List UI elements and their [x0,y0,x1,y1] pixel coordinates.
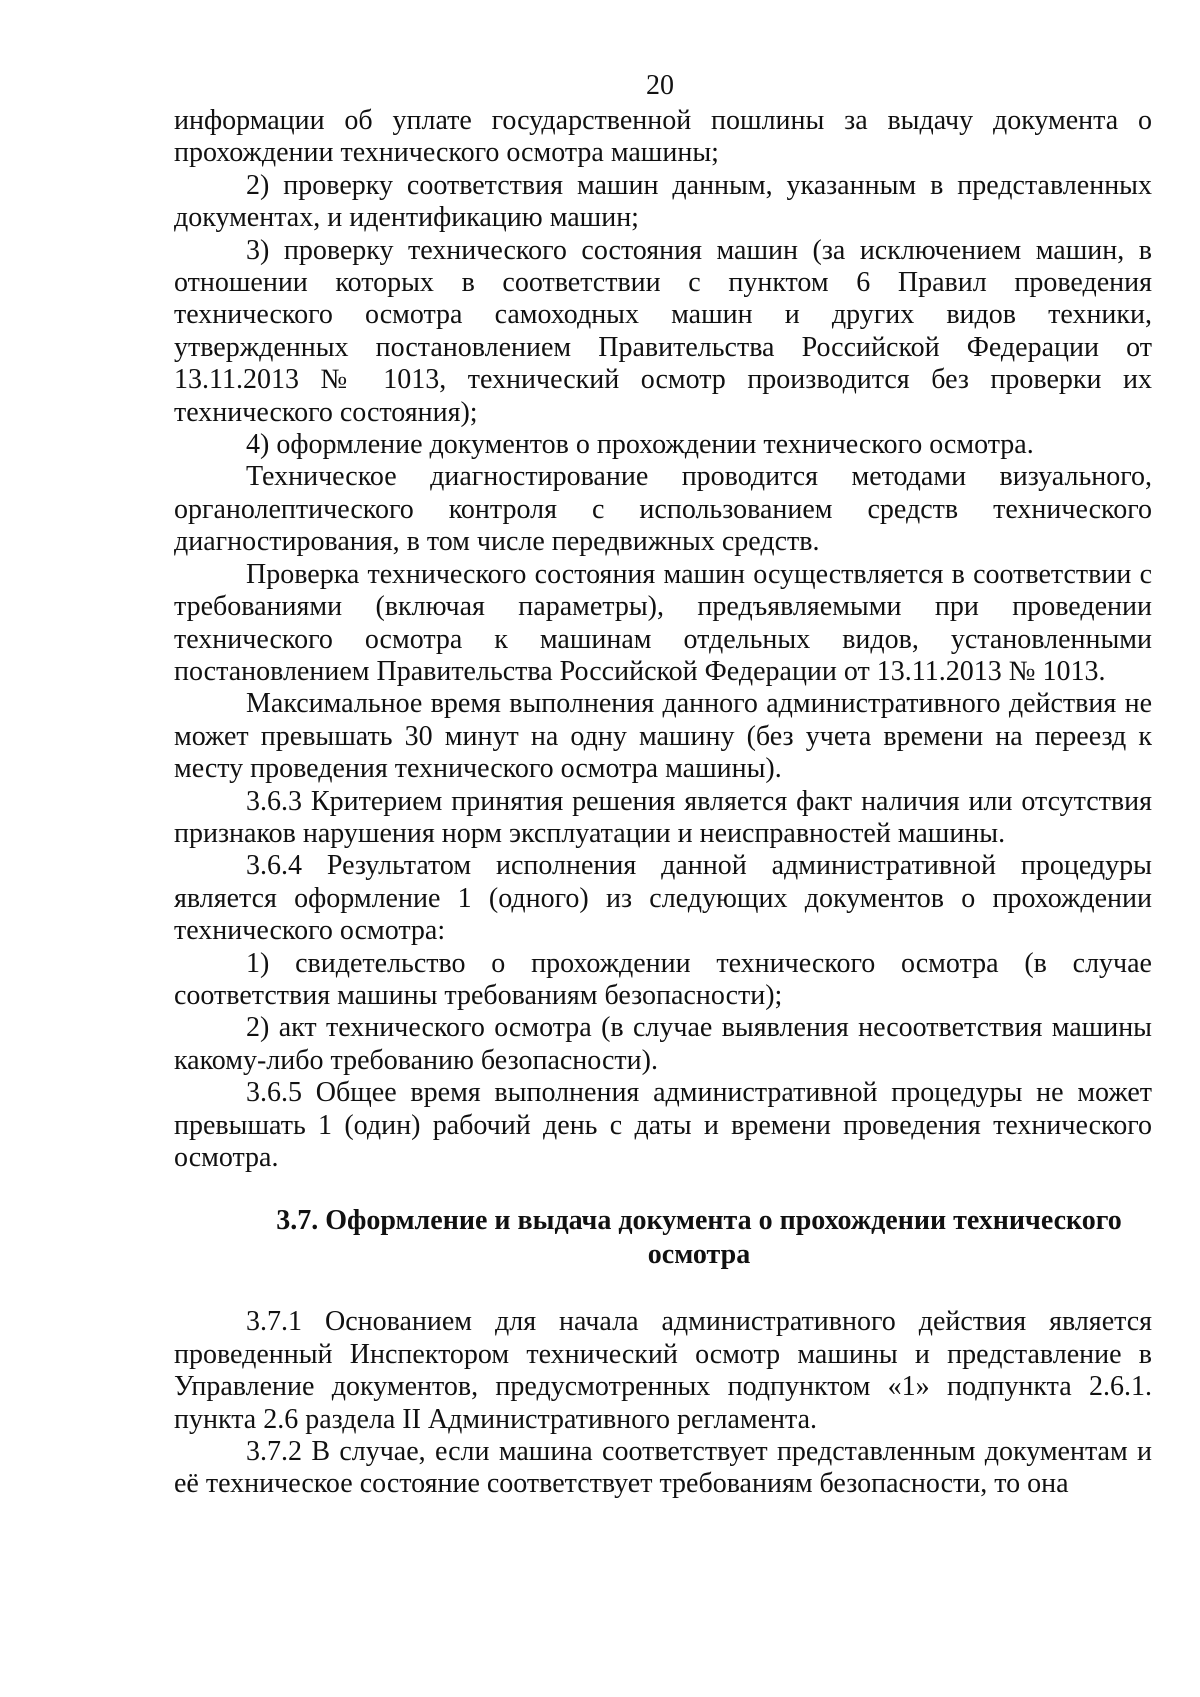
paragraph: информации об уплате государственной пошлины за выдачу документа о прохождении технического осмотра машины; [174,105,1152,169]
section-heading: 3.7. Оформление и выдача документа о прохождении технического осмотра [276,1205,1122,1271]
paragraph: 2) акт технического осмотра (в случае выявления несоответствия машины какому-либо требованию безопасности). [174,1012,1152,1076]
paragraph: Максимальное время выполнения данного административного действия не может превышать 30 минут на одну машину (без учета времени на переезд к месту проведения технического осмотра машины). [174,688,1152,785]
paragraph: 3.6.3 Критерием принятия решения является факт наличия или отсутствия признаков нарушения норм эксплуатации и неисправностей машины. [174,785,1152,849]
paragraph: 4) оформление документов о прохождении технического осмотра. [246,429,1034,461]
paragraph: 3) проверку технического состояния машин (за исключением машин, в отношении которых в соответствии с пунктом 6 Правил проведения технического осмотра самоходных машин и других видов техники, утвержденных постановлением Правительства Российской Федерации от 13.11.2013 № 1013, технический осмотр производится без проверки их технического состояния); [174,234,1152,428]
page-number: 20 [646,70,674,101]
paragraph: 2) проверку соответствия машин данным, указанным в представленных документах, и идентификацию машин; [174,169,1152,234]
paragraph: 3.6.4 Результатом исполнения данной административной процедуры является оформление 1 (одного) из следующих документов о прохождении технического осмотра: [174,850,1152,947]
paragraph: 3.7.1 Основанием для начала административного действия является проведенный Инспектором технический осмотр машины и представление в Управление документов, предусмотренных подпунктом «1» подпункта 2.6.1. пункта 2.6 раздела II Административного регламента. [174,1306,1152,1435]
paragraph: 3.6.5 Общее время выполнения административной процедуры не может превышать 1 (один) рабочий день с даты и времени проведения технического осмотра. [174,1077,1152,1173]
paragraph: Техническое диагностирование проводится методами визуального, органолептического контроля с использованием средств технического диагностирования, в том числе передвижных средств. [174,461,1152,558]
paragraph: 3.7.2 В случае, если машина соответствует представленным документам и её техническое состояние соответствует требованиям безопасности, то она [174,1436,1152,1500]
heading-spacer [174,1272,1152,1306]
paragraph: 1) свидетельство о прохождении технического осмотра (в случае соответствия машины требованиям безопасности); [174,947,1152,1011]
document-body [174,105,1152,1501]
paragraph: Проверка технического состояния машин осуществляется в соответствии с требованиями (включая параметры), предъявляемыми при проведении технического осмотра к машинам отдельных видов, установленными постановлением Правительства Российской Федерации от 13.11.2013 № 1013. [174,558,1152,687]
